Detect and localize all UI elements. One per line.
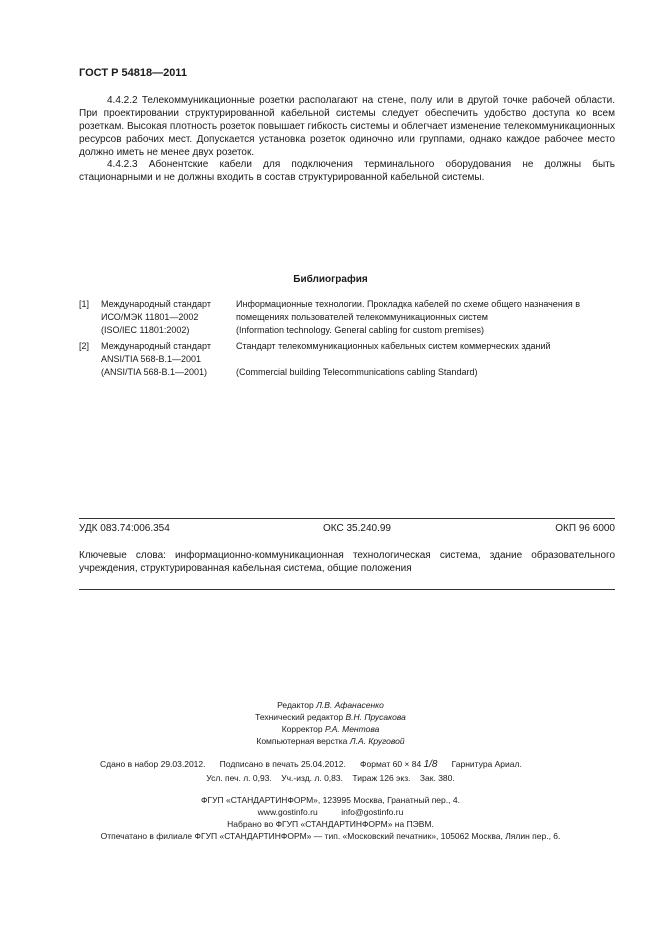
credits-layout [0, 735, 661, 747]
oks-code: ОКС 35.240.99 [323, 523, 391, 534]
imprint-format-fraction: 1/8 [423, 759, 438, 770]
bib-entry-2-desc-line: Стандарт телекоммуникационных кабельных систем коммерческих зданий [236, 341, 551, 351]
credits-corrector-label: Корректор [281, 724, 323, 734]
bib-entry-1-std-line: ИСО/МЭК 11801—2002 [101, 312, 199, 322]
bib-entry-1-desc-line: помещениях пользователей телекоммуникационных систем [236, 312, 488, 322]
bib-entry-1-standard [101, 298, 211, 337]
credits-editor-name: Л.В. Афанасенко [316, 700, 384, 710]
divider-bottom [79, 589, 615, 590]
bib-entry-1-std-line: Международный стандарт [101, 299, 211, 309]
credits-tech-editor [0, 711, 661, 723]
credits-editor-label: Редактор [277, 700, 314, 710]
bib-entry-2-standard [101, 340, 211, 379]
bib-entry-1-description [236, 298, 580, 337]
udk-code: УДК 083.74:006.354 [79, 523, 170, 534]
bibliography-title: Библиография [293, 274, 368, 285]
imprint-print-date: Подписано в печать 25.04.2012. [219, 759, 346, 769]
okp-code: ОКП 96 6000 [555, 523, 615, 534]
bib-entry-1-number: [1] [79, 299, 90, 309]
bib-entry-2-std-line: (ANSI/TIA 568-B.1—2001) [101, 367, 208, 377]
bib-entry-2-desc-line: (Commercial building Telecommunications cabling Standard) [236, 367, 478, 377]
imprint-typeset-date: Сдано в набор 29.03.2012. [100, 759, 206, 769]
bib-entry-2-std-line: Международный стандарт [101, 341, 211, 351]
keywords: Ключевые слова: информационно-коммуникационная технологическая система, здание образовательного учреждения, структурированная кабельная система, общие положения [79, 550, 615, 574]
bib-entry-1-desc-line: Информационные технологии. Прокладка кабелей по схеме общего назначения в [236, 299, 580, 309]
imprint-format: Формат 60 × 84 [360, 759, 422, 769]
bib-entry-1-desc-line: (Information technology. General cabling for custom premises) [236, 325, 484, 335]
document-header: ГОСТ Р 54818—2011 [79, 67, 187, 79]
publisher-web: www.gostinfo.ru info@gostinfo.ru [257, 807, 404, 817]
bib-entry-2-std-line: ANSI/TIA 568-B.1—2001 [101, 354, 202, 364]
paragraph-4-4-2-3: 4.4.2.3 Абонентские кабели для подключения терминального оборудования не должны быть стационарными и не должны входить в состав структурированной кабельной системы. [79, 159, 615, 183]
imprint-line-2: Усл. печ. л. 0,93. Уч.-изд. л. 0,83. Тираж 126 экз. Зак. 380. [206, 773, 455, 783]
credits-corrector-name: Р.А. Ментова [325, 724, 380, 734]
publisher-print-note: Отпечатано в филиале ФГУП «СТАНДАРТИНФОРМ» — тип. «Московский печатник», 105062 Москва, Лялин пер., 6. [100, 831, 561, 841]
credits-tech-editor-label: Технический редактор [255, 712, 344, 722]
bib-entry-2-description [236, 340, 551, 379]
bib-entry-2-number: [2] [79, 341, 90, 351]
credits-layout-name: Л.А. Круговой [349, 736, 405, 746]
divider-top [79, 518, 615, 519]
publisher-address: ФГУП «СТАНДАРТИНФОРМ», 123995 Москва, Гранатный пер., 4. [201, 795, 460, 805]
credits-editor [0, 699, 661, 711]
publisher-typeset-note: Набрано во ФГУП «СТАНДАРТИНФОРМ» на ПЭВМ. [227, 819, 434, 829]
paragraph-4-4-2-2: 4.4.2.2 Телекоммуникационные розетки располагают на стене, полу или в другой точке рабочей области. При проектировании структурированной кабельной системы следует обеспечить удобство доступа ко всем розеткам. Высокая плотность розеток повышает гибкость системы и облегчает изменение телекоммуникационных ресурсов рабочих мест. Допускается установка розеток одиночно или группами, однако каждое рабочее место должно иметь не менее двух розеток. [79, 95, 615, 158]
credits-corrector [0, 723, 661, 735]
bib-entry-1-std-line: (ISO/IEC 11801:2002) [101, 325, 190, 335]
bib-entry-2-desc-line [236, 353, 551, 366]
imprint-typeface: Гарнитура Ариал. [451, 759, 522, 769]
credits-tech-editor-name: В.Н. Прусакова [345, 712, 406, 722]
credits-layout-label: Компьютерная верстка [256, 736, 348, 746]
imprint-line-1 [100, 758, 522, 771]
